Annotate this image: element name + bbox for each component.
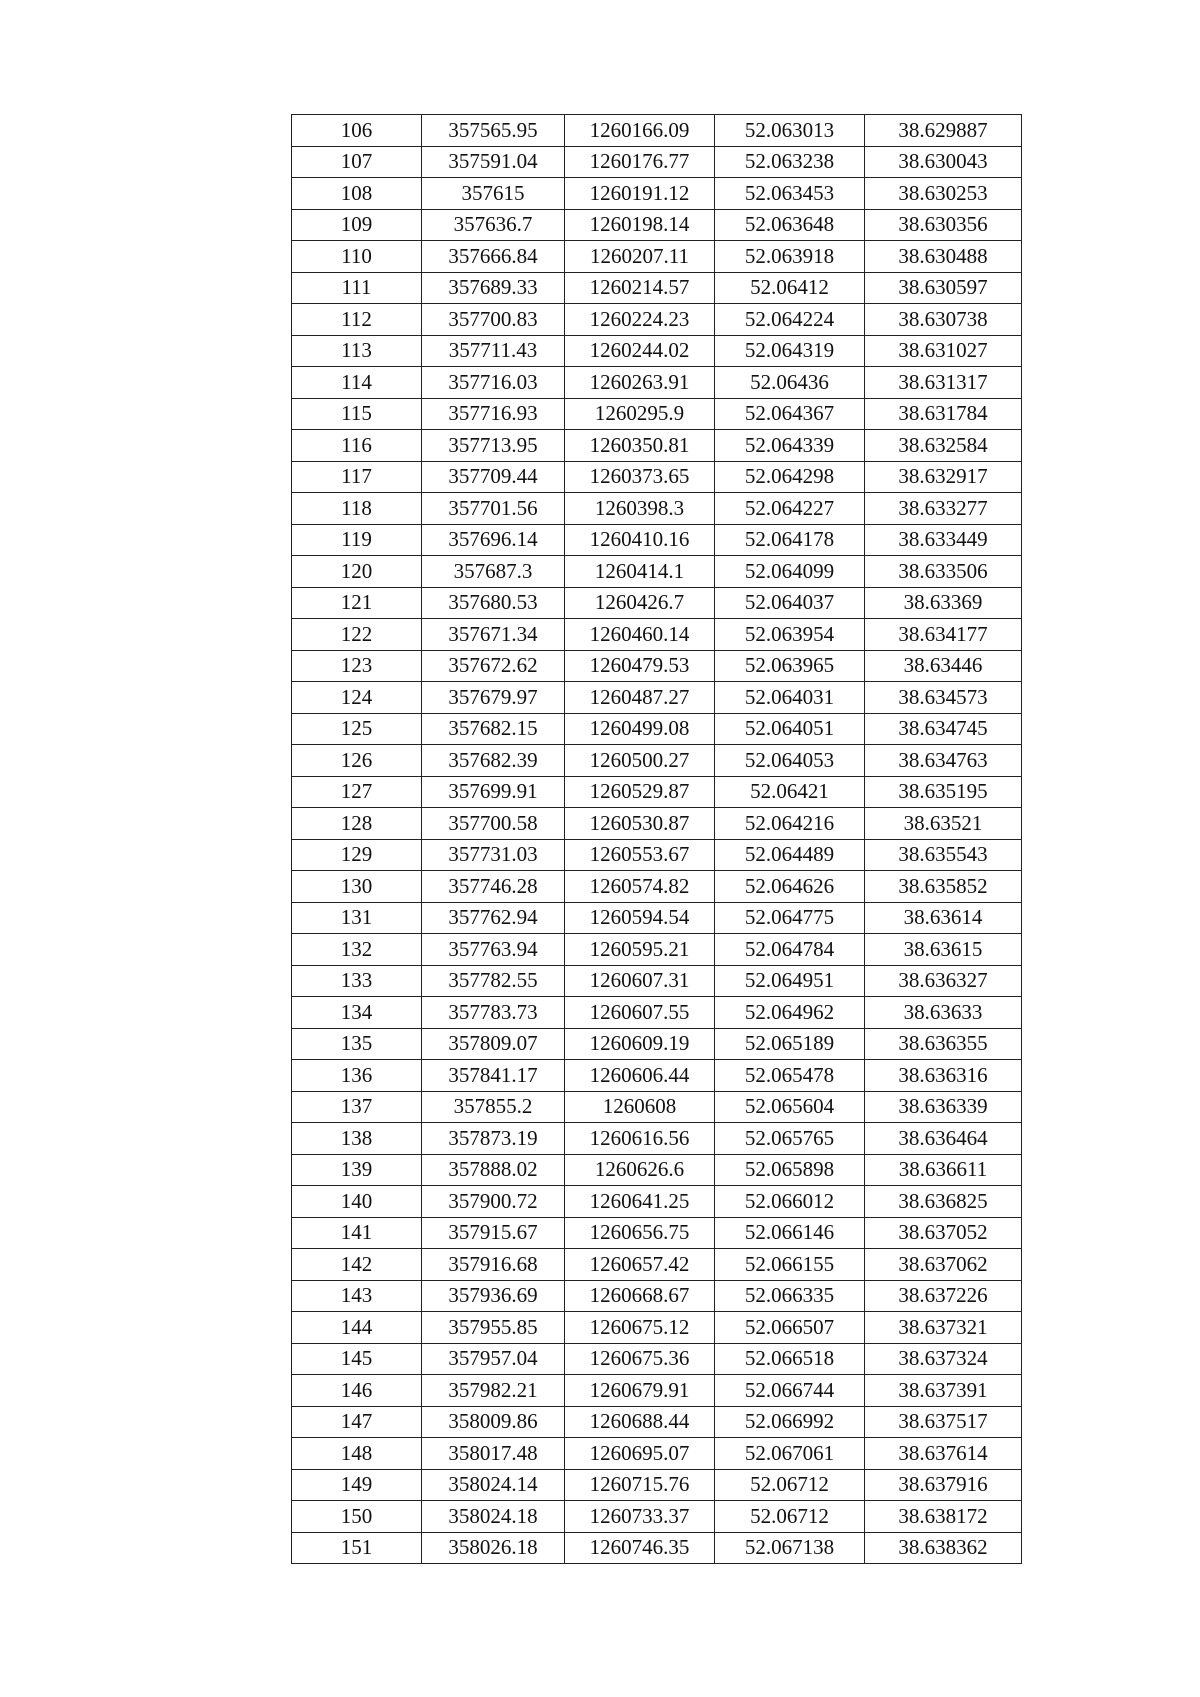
table-row [292,1469,1022,1501]
table-row [292,1438,1022,1470]
latitude-cell: 52.064489 [715,839,865,871]
x-coordinate-cell: 357746.28 [422,871,565,903]
longitude-cell: 38.634177 [865,619,1022,651]
y-coordinate-cell: 1260626.6 [565,1154,715,1186]
longitude-cell: 38.630043 [865,146,1022,178]
y-coordinate-cell: 1260657.42 [565,1249,715,1281]
y-coordinate-cell: 1260609.19 [565,1028,715,1060]
y-coordinate-cell: 1260607.55 [565,997,715,1029]
x-coordinate-cell: 357716.03 [422,367,565,399]
table-row [292,682,1022,714]
table-row [292,398,1022,430]
y-coordinate-cell: 1260746.35 [565,1532,715,1564]
table-row [292,1249,1022,1281]
latitude-cell: 52.063954 [715,619,865,651]
longitude-cell: 38.630488 [865,241,1022,273]
longitude-cell: 38.637391 [865,1375,1022,1407]
point-number-cell: 133 [292,965,422,997]
table-row [292,430,1022,462]
longitude-cell: 38.638172 [865,1501,1022,1533]
longitude-cell: 38.637321 [865,1312,1022,1344]
latitude-cell: 52.066744 [715,1375,865,1407]
point-number-cell: 121 [292,587,422,619]
point-number-cell: 111 [292,272,422,304]
table-row [292,902,1022,934]
point-number-cell: 142 [292,1249,422,1281]
point-number-cell: 149 [292,1469,422,1501]
x-coordinate-cell: 357900.72 [422,1186,565,1218]
latitude-cell: 52.06421 [715,776,865,808]
table-row [292,115,1022,147]
point-number-cell: 109 [292,209,422,241]
longitude-cell: 38.630597 [865,272,1022,304]
latitude-cell: 52.066507 [715,1312,865,1344]
latitude-cell: 52.064367 [715,398,865,430]
x-coordinate-cell: 357615 [422,178,565,210]
x-coordinate-cell: 357915.67 [422,1217,565,1249]
point-number-cell: 119 [292,524,422,556]
x-coordinate-cell: 357855.2 [422,1091,565,1123]
latitude-cell: 52.064053 [715,745,865,777]
point-number-cell: 110 [292,241,422,273]
x-coordinate-cell: 357636.7 [422,209,565,241]
y-coordinate-cell: 1260675.36 [565,1343,715,1375]
point-number-cell: 123 [292,650,422,682]
longitude-cell: 38.637062 [865,1249,1022,1281]
x-coordinate-cell: 357841.17 [422,1060,565,1092]
latitude-cell: 52.064051 [715,713,865,745]
point-number-cell: 122 [292,619,422,651]
x-coordinate-cell: 357682.15 [422,713,565,745]
y-coordinate-cell: 1260500.27 [565,745,715,777]
x-coordinate-cell: 357689.33 [422,272,565,304]
table-row [292,524,1022,556]
longitude-cell: 38.633277 [865,493,1022,525]
point-number-cell: 126 [292,745,422,777]
latitude-cell: 52.06412 [715,272,865,304]
latitude-cell: 52.066335 [715,1280,865,1312]
longitude-cell: 38.633449 [865,524,1022,556]
y-coordinate-cell: 1260529.87 [565,776,715,808]
longitude-cell: 38.63633 [865,997,1022,1029]
x-coordinate-cell: 357682.39 [422,745,565,777]
latitude-cell: 52.064298 [715,461,865,493]
point-number-cell: 124 [292,682,422,714]
latitude-cell: 52.063965 [715,650,865,682]
longitude-cell: 38.630253 [865,178,1022,210]
point-number-cell: 134 [292,997,422,1029]
coordinate-table [291,114,1022,1564]
longitude-cell: 38.636611 [865,1154,1022,1186]
point-number-cell: 145 [292,1343,422,1375]
point-number-cell: 127 [292,776,422,808]
x-coordinate-cell: 358009.86 [422,1406,565,1438]
x-coordinate-cell: 357713.95 [422,430,565,462]
x-coordinate-cell: 357763.94 [422,934,565,966]
latitude-cell: 52.064216 [715,808,865,840]
longitude-cell: 38.63369 [865,587,1022,619]
y-coordinate-cell: 1260410.16 [565,524,715,556]
latitude-cell: 52.065898 [715,1154,865,1186]
longitude-cell: 38.637052 [865,1217,1022,1249]
y-coordinate-cell: 1260479.53 [565,650,715,682]
latitude-cell: 52.064178 [715,524,865,556]
y-coordinate-cell: 1260553.67 [565,839,715,871]
y-coordinate-cell: 1260594.54 [565,902,715,934]
x-coordinate-cell: 357565.95 [422,115,565,147]
x-coordinate-cell: 357696.14 [422,524,565,556]
longitude-cell: 38.631027 [865,335,1022,367]
x-coordinate-cell: 357957.04 [422,1343,565,1375]
point-number-cell: 135 [292,1028,422,1060]
longitude-cell: 38.635195 [865,776,1022,808]
y-coordinate-cell: 1260608 [565,1091,715,1123]
table-row [292,461,1022,493]
point-number-cell: 108 [292,178,422,210]
x-coordinate-cell: 358017.48 [422,1438,565,1470]
latitude-cell: 52.064224 [715,304,865,336]
table-row [292,493,1022,525]
point-number-cell: 114 [292,367,422,399]
x-coordinate-cell: 357679.97 [422,682,565,714]
x-coordinate-cell: 357672.62 [422,650,565,682]
table-row [292,1375,1022,1407]
latitude-cell: 52.064031 [715,682,865,714]
longitude-cell: 38.632917 [865,461,1022,493]
latitude-cell: 52.065604 [715,1091,865,1123]
longitude-cell: 38.63614 [865,902,1022,934]
x-coordinate-cell: 357888.02 [422,1154,565,1186]
x-coordinate-cell: 357731.03 [422,839,565,871]
latitude-cell: 52.063453 [715,178,865,210]
point-number-cell: 136 [292,1060,422,1092]
y-coordinate-cell: 1260176.77 [565,146,715,178]
x-coordinate-cell: 358024.18 [422,1501,565,1533]
x-coordinate-cell: 357687.3 [422,556,565,588]
point-number-cell: 117 [292,461,422,493]
y-coordinate-cell: 1260733.37 [565,1501,715,1533]
y-coordinate-cell: 1260224.23 [565,304,715,336]
coordinate-table-body [292,115,1022,1564]
latitude-cell: 52.066012 [715,1186,865,1218]
x-coordinate-cell: 357591.04 [422,146,565,178]
longitude-cell: 38.63615 [865,934,1022,966]
point-number-cell: 116 [292,430,422,462]
y-coordinate-cell: 1260616.56 [565,1123,715,1155]
point-number-cell: 150 [292,1501,422,1533]
x-coordinate-cell: 357700.58 [422,808,565,840]
x-coordinate-cell: 357762.94 [422,902,565,934]
y-coordinate-cell: 1260668.67 [565,1280,715,1312]
latitude-cell: 52.064775 [715,902,865,934]
latitude-cell: 52.063918 [715,241,865,273]
y-coordinate-cell: 1260263.91 [565,367,715,399]
latitude-cell: 52.064784 [715,934,865,966]
x-coordinate-cell: 357666.84 [422,241,565,273]
longitude-cell: 38.632584 [865,430,1022,462]
x-coordinate-cell: 358024.14 [422,1469,565,1501]
y-coordinate-cell: 1260214.57 [565,272,715,304]
x-coordinate-cell: 357809.07 [422,1028,565,1060]
latitude-cell: 52.06712 [715,1469,865,1501]
x-coordinate-cell: 357716.93 [422,398,565,430]
x-coordinate-cell: 357783.73 [422,997,565,1029]
latitude-cell: 52.064339 [715,430,865,462]
table-row [292,745,1022,777]
longitude-cell: 38.630356 [865,209,1022,241]
table-row [292,1217,1022,1249]
point-number-cell: 137 [292,1091,422,1123]
point-number-cell: 144 [292,1312,422,1344]
longitude-cell: 38.631784 [865,398,1022,430]
x-coordinate-cell: 357711.43 [422,335,565,367]
y-coordinate-cell: 1260244.02 [565,335,715,367]
table-row [292,934,1022,966]
longitude-cell: 38.634763 [865,745,1022,777]
latitude-cell: 52.063648 [715,209,865,241]
point-number-cell: 113 [292,335,422,367]
y-coordinate-cell: 1260414.1 [565,556,715,588]
x-coordinate-cell: 357680.53 [422,587,565,619]
point-number-cell: 129 [292,839,422,871]
point-number-cell: 151 [292,1532,422,1564]
latitude-cell: 52.063238 [715,146,865,178]
table-row [292,1312,1022,1344]
longitude-cell: 38.631317 [865,367,1022,399]
x-coordinate-cell: 357701.56 [422,493,565,525]
x-coordinate-cell: 357936.69 [422,1280,565,1312]
x-coordinate-cell: 358026.18 [422,1532,565,1564]
table-row [292,808,1022,840]
latitude-cell: 52.066992 [715,1406,865,1438]
longitude-cell: 38.638362 [865,1532,1022,1564]
longitude-cell: 38.636339 [865,1091,1022,1123]
table-row [292,1532,1022,1564]
table-row [292,776,1022,808]
y-coordinate-cell: 1260679.91 [565,1375,715,1407]
longitude-cell: 38.629887 [865,115,1022,147]
y-coordinate-cell: 1260675.12 [565,1312,715,1344]
latitude-cell: 52.06436 [715,367,865,399]
longitude-cell: 38.636355 [865,1028,1022,1060]
latitude-cell: 52.065478 [715,1060,865,1092]
table-row [292,997,1022,1029]
latitude-cell: 52.067138 [715,1532,865,1564]
y-coordinate-cell: 1260656.75 [565,1217,715,1249]
table-row [292,209,1022,241]
point-number-cell: 132 [292,934,422,966]
longitude-cell: 38.637916 [865,1469,1022,1501]
y-coordinate-cell: 1260574.82 [565,871,715,903]
latitude-cell: 52.063013 [715,115,865,147]
longitude-cell: 38.636825 [865,1186,1022,1218]
longitude-cell: 38.636327 [865,965,1022,997]
table-row [292,619,1022,651]
y-coordinate-cell: 1260606.44 [565,1060,715,1092]
longitude-cell: 38.63521 [865,808,1022,840]
longitude-cell: 38.637324 [865,1343,1022,1375]
point-number-cell: 118 [292,493,422,525]
point-number-cell: 147 [292,1406,422,1438]
longitude-cell: 38.634573 [865,682,1022,714]
latitude-cell: 52.065765 [715,1123,865,1155]
table-row [292,335,1022,367]
table-row [292,1028,1022,1060]
point-number-cell: 106 [292,115,422,147]
longitude-cell: 38.636464 [865,1123,1022,1155]
point-number-cell: 120 [292,556,422,588]
y-coordinate-cell: 1260191.12 [565,178,715,210]
table-row [292,1280,1022,1312]
x-coordinate-cell: 357782.55 [422,965,565,997]
y-coordinate-cell: 1260398.3 [565,493,715,525]
y-coordinate-cell: 1260373.65 [565,461,715,493]
latitude-cell: 52.064227 [715,493,865,525]
x-coordinate-cell: 357671.34 [422,619,565,651]
x-coordinate-cell: 357709.44 [422,461,565,493]
point-number-cell: 115 [292,398,422,430]
longitude-cell: 38.637614 [865,1438,1022,1470]
point-number-cell: 131 [292,902,422,934]
longitude-cell: 38.637517 [865,1406,1022,1438]
longitude-cell: 38.636316 [865,1060,1022,1092]
y-coordinate-cell: 1260595.21 [565,934,715,966]
latitude-cell: 52.065189 [715,1028,865,1060]
table-row [292,839,1022,871]
longitude-cell: 38.635543 [865,839,1022,871]
y-coordinate-cell: 1260715.76 [565,1469,715,1501]
table-row [292,1406,1022,1438]
y-coordinate-cell: 1260166.09 [565,115,715,147]
latitude-cell: 52.06712 [715,1501,865,1533]
latitude-cell: 52.064319 [715,335,865,367]
table-row [292,367,1022,399]
point-number-cell: 141 [292,1217,422,1249]
table-row [292,713,1022,745]
y-coordinate-cell: 1260607.31 [565,965,715,997]
table-row [292,1091,1022,1123]
point-number-cell: 148 [292,1438,422,1470]
y-coordinate-cell: 1260688.44 [565,1406,715,1438]
table-row [292,1343,1022,1375]
point-number-cell: 130 [292,871,422,903]
table-row [292,1154,1022,1186]
latitude-cell: 52.066518 [715,1343,865,1375]
longitude-cell: 38.633506 [865,556,1022,588]
table-row [292,587,1022,619]
latitude-cell: 52.064951 [715,965,865,997]
point-number-cell: 140 [292,1186,422,1218]
latitude-cell: 52.066146 [715,1217,865,1249]
x-coordinate-cell: 357982.21 [422,1375,565,1407]
longitude-cell: 38.630738 [865,304,1022,336]
latitude-cell: 52.067061 [715,1438,865,1470]
longitude-cell: 38.63446 [865,650,1022,682]
latitude-cell: 52.066155 [715,1249,865,1281]
y-coordinate-cell: 1260207.11 [565,241,715,273]
table-row [292,178,1022,210]
table-row [292,1060,1022,1092]
latitude-cell: 52.064037 [715,587,865,619]
longitude-cell: 38.635852 [865,871,1022,903]
x-coordinate-cell: 357700.83 [422,304,565,336]
table-row [292,241,1022,273]
y-coordinate-cell: 1260295.9 [565,398,715,430]
y-coordinate-cell: 1260499.08 [565,713,715,745]
table-row [292,871,1022,903]
x-coordinate-cell: 357699.91 [422,776,565,808]
table-row [292,556,1022,588]
point-number-cell: 143 [292,1280,422,1312]
latitude-cell: 52.064099 [715,556,865,588]
latitude-cell: 52.064626 [715,871,865,903]
point-number-cell: 125 [292,713,422,745]
longitude-cell: 38.637226 [865,1280,1022,1312]
y-coordinate-cell: 1260530.87 [565,808,715,840]
x-coordinate-cell: 357916.68 [422,1249,565,1281]
table-row [292,146,1022,178]
table-row [292,1186,1022,1218]
point-number-cell: 107 [292,146,422,178]
y-coordinate-cell: 1260426.7 [565,587,715,619]
table-row [292,1501,1022,1533]
y-coordinate-cell: 1260641.25 [565,1186,715,1218]
point-number-cell: 146 [292,1375,422,1407]
point-number-cell: 138 [292,1123,422,1155]
table-row [292,965,1022,997]
table-row [292,272,1022,304]
table-row [292,650,1022,682]
latitude-cell: 52.064962 [715,997,865,1029]
longitude-cell: 38.634745 [865,713,1022,745]
x-coordinate-cell: 357873.19 [422,1123,565,1155]
point-number-cell: 139 [292,1154,422,1186]
y-coordinate-cell: 1260695.07 [565,1438,715,1470]
table-row [292,304,1022,336]
point-number-cell: 112 [292,304,422,336]
x-coordinate-cell: 357955.85 [422,1312,565,1344]
table-row [292,1123,1022,1155]
y-coordinate-cell: 1260487.27 [565,682,715,714]
y-coordinate-cell: 1260350.81 [565,430,715,462]
point-number-cell: 128 [292,808,422,840]
y-coordinate-cell: 1260198.14 [565,209,715,241]
y-coordinate-cell: 1260460.14 [565,619,715,651]
